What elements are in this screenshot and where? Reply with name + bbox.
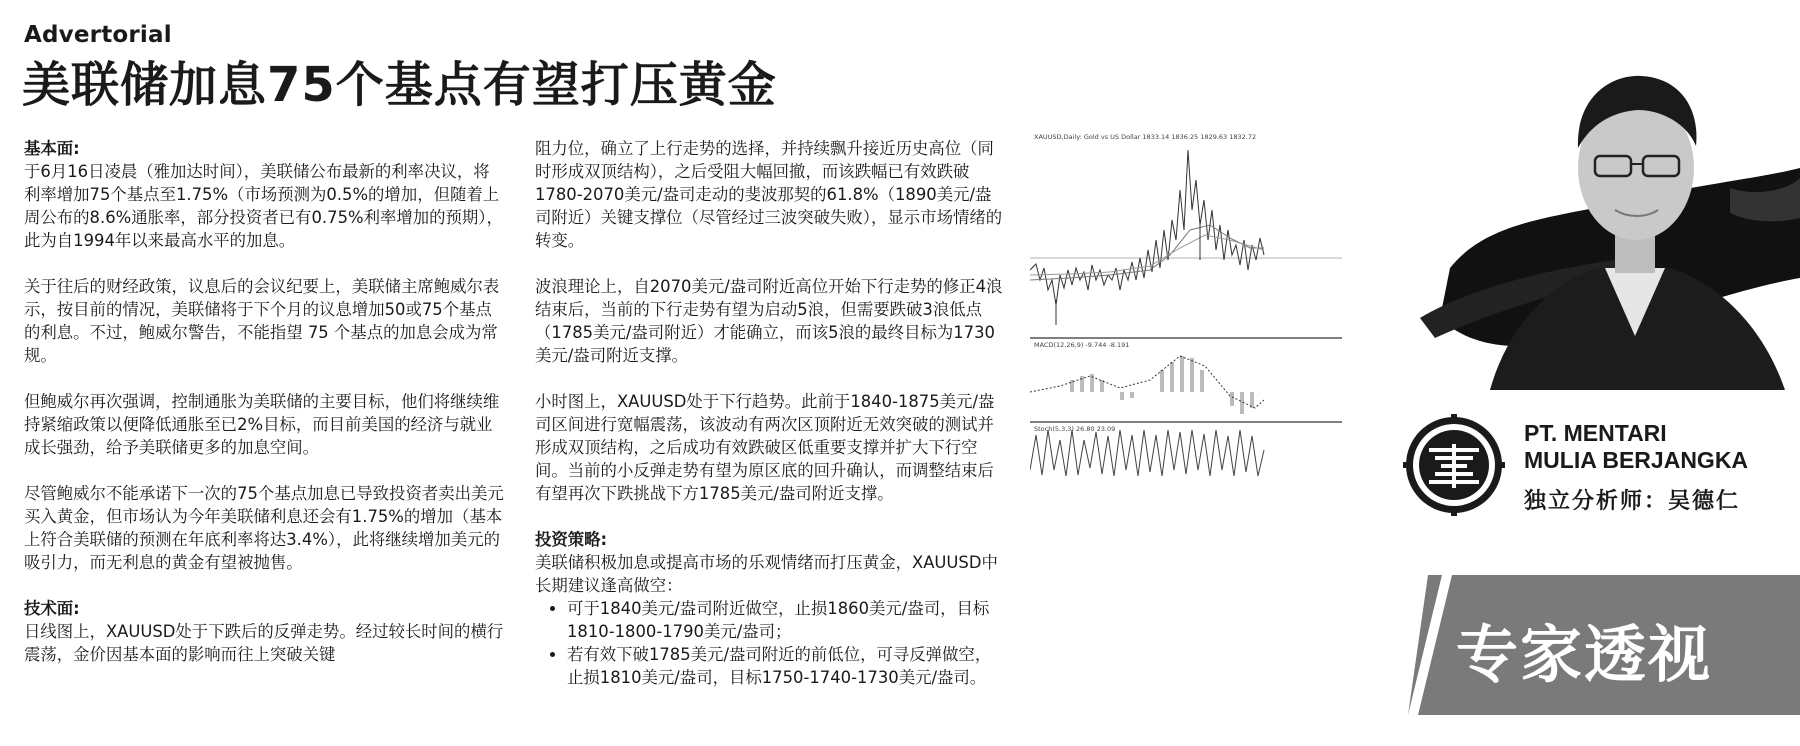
company-name <box>1524 420 1748 474</box>
stoch-label: Stoch(5,3,3) 26.80 23.09 <box>1034 425 1116 433</box>
technical-heading: 技术面: <box>24 599 80 618</box>
paragraph: 于6月16日凌晨（雅加达时间），美联储公布最新的利率决议，将利率增加75个基点至1.75%（市场预测为0.5%的增加，但随着上周公布的8.6%通胀率，部分投资者已有0.75%利率增加的预期），此为自1994年以来最高水平的加息。 <box>24 162 503 250</box>
price-chart-image <box>1030 130 1342 482</box>
paragraph: 日线图上，XAUUSD处于下跌后的反弹走势。经过较长时间的横行震荡，金价因基本面的影响而往上突破关键 <box>24 622 504 664</box>
paragraph: 关于往后的财经政策，议息后的会议纪要上，美联储主席鲍威尔表示，按目前的情况，美联储将于下个月的议息增加50或75个基点的利息。不过，鲍威尔警告，不能指望 75 个基点的加息会成为常规。 <box>24 277 500 365</box>
fundamentals-heading: 基本面: <box>24 139 80 158</box>
analyst-byline: 独立分析师：吴德仁 <box>1524 489 1741 514</box>
paragraph: 小时图上，XAUUSD处于下行趋势。此前于1840-1875美元/盎司区间进行宽幅震荡，该波动有两次区顶附近无效突破的测试并形成双顶结构，之后成功有效跌破区低重要支撑并扩大下行空间。当前的小反弹走势有望为原区底的回升确认，而调整结束后有望再次下跌挑战下方1785美元/盎司附近支撑。 <box>535 392 995 503</box>
advertorial-label: Advertorial <box>24 22 172 48</box>
paragraph: 但鲍威尔再次强调，控制通胀为美联储的主要目标，他们将继续维持紧缩政策以便降低通胀至已2%目标，而目前美国的经济与就业成长强劲，给予美联储更多的加息空间。 <box>24 392 500 457</box>
paragraph: 波浪理论上，自2070美元/盎司附近高位开始下行走势的修正4浪结束后，当前的下行走势有望为启动5浪，但需要跌破3浪低点（1785美元/盎司附近）才能确立，而该5浪的最终目标为1730美元/盎司附近支撑。 <box>535 277 1003 365</box>
list-item: • 若有效下破1785美元/盎司附近的前低位，可寻反弹做空，止损1810美元/盎司，目标1750-1740-1730美元/盎司。 <box>567 643 1005 689</box>
analyst-portrait-graphic <box>1410 18 1800 390</box>
strategy-heading: 投资策略: <box>535 530 608 549</box>
analyst-photo <box>1410 18 1800 390</box>
company-name-line1: PT. MENTARI <box>1524 420 1667 446</box>
list-item: • 可于1840美元/盎司附近做空，止损1860美元/盎司，目标1810-1800-1790美元/盎司； <box>567 597 1005 643</box>
strategy-list <box>535 597 1005 689</box>
paragraph: 尽管鲍威尔不能承诺下一次的75个基点加息已导致投资者卖出美元买入黄金，但市场认为今年美联储利息还会有1.75%的增加（基本上符合美联储的预测在年底利率将达3.4%），此将继续增加美元的吸引力，而无利息的黄金有望被抛售。 <box>24 484 504 572</box>
headline: 美联储加息75个基点有望打压黄金 <box>22 57 777 113</box>
chart-title: XAUUSD,Daily: Gold vs US Dollar 1833.14 1836.25 1829.63 1832.72 <box>1034 133 1257 141</box>
strategy-intro: 美联储积极加息或提高市场的乐观情绪而打压黄金，XAUUSD中长期建议逢高做空： <box>535 553 998 595</box>
macd-label: MACD(12,26,9) -9.744 -8.191 <box>1034 341 1130 349</box>
banner-title: 专家透视 <box>1456 618 1713 691</box>
article-column-2 <box>535 137 1005 689</box>
paragraph: 阻力位，确立了上行走势的选择，并持续飘升接近历史高位（同时形成双顶结构），之后受阻大幅回撤，而该跌幅已有效跌破1780-2070美元/盎司走动的斐波那契的61.8%（1890美元/盎司附近）关键支撑位（尽管经过三波突破失败），显示市场情绪的转变。 <box>535 139 1003 250</box>
mentari-logo-icon <box>1403 414 1505 516</box>
company-name-line2: MULIA BERJANGKA <box>1524 447 1749 473</box>
article-column-1 <box>24 137 504 666</box>
